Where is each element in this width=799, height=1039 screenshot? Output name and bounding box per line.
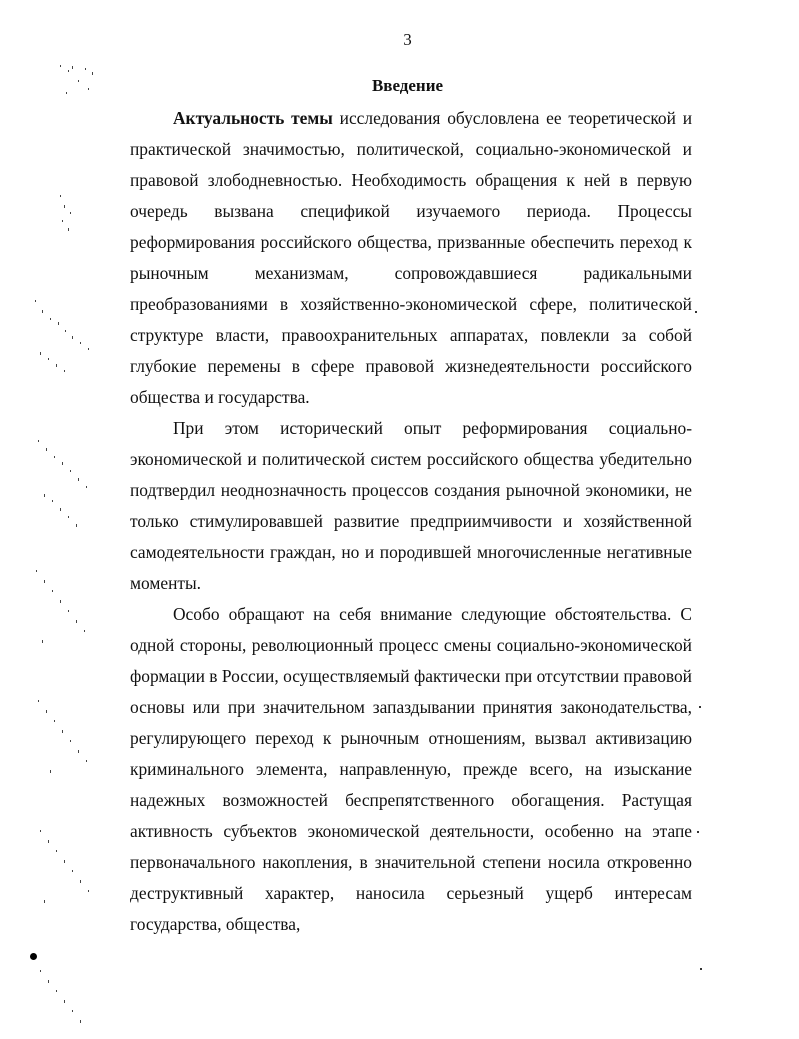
scan-noise-graphic	[30, 0, 105, 1034]
paragraph-text: При этом исторический опыт реформирования социально-экономической и политической систем российского общества убедительно подтвердил неоднозначность процессов создания рыночной экономики, не только стимулировавшей развитие предприимчивости и хозяйственной самодеятельности граждан, но и породившей многочисленные негативные моменты.	[130, 418, 692, 593]
paragraph-2	[130, 413, 692, 599]
paragraph-3	[130, 599, 692, 940]
section-heading: Введение	[371, 76, 444, 95]
paragraph-text: исследования обусловлена ее теоретической и практической значимостью, политической, социально-экономической и правовой злободневностью. Необходимость обращения к ней в первую очередь вызвана спецификой изучаемого периода. Процессы реформирования российского общества, призванные обеспечить переход к рыночным механизмам, сопровождавшиеся радикальными преобразованиями в хозяйственно-экономической сфере, политической структуре власти, правоохранительных аппаратах, повлекли за собой глубокие перемены в сфере правовой жизнедеятельности российского общества и государства.	[130, 108, 693, 407]
scan-speck	[695, 311, 697, 313]
paragraph-text: Особо обращают на себя внимание следующие обстоятельства. С одной стороны, революционный процесс смены социально-экономической формации в России, осуществляемый фактически при отсутствии правовой основы или при значительном запаздывании принятия законодательства, регулирующего переход к рыночным отношениям, вызвал активизацию криминального элемента, направленную, прежде всего, на изыскание надежных возможностей беспрепятственного обогащения. Растущая активность субъектов экономической деятельности, особенно на этапе первоначального накопления, в значительной степени носила откровенно деструктивный характер, наносила серьезный ущерб интересам государства, общества,	[130, 604, 692, 934]
paragraph-lead: Актуальность темы	[173, 108, 333, 128]
page-number: 3	[403, 30, 412, 49]
scan-speck	[697, 831, 699, 833]
scan-ink-dot	[30, 953, 37, 960]
scan-speck	[700, 968, 702, 970]
body-text	[130, 103, 692, 940]
scan-speck	[699, 706, 701, 708]
paragraph-1	[130, 103, 692, 413]
scan-artifacts-left-margin	[30, 0, 105, 1034]
